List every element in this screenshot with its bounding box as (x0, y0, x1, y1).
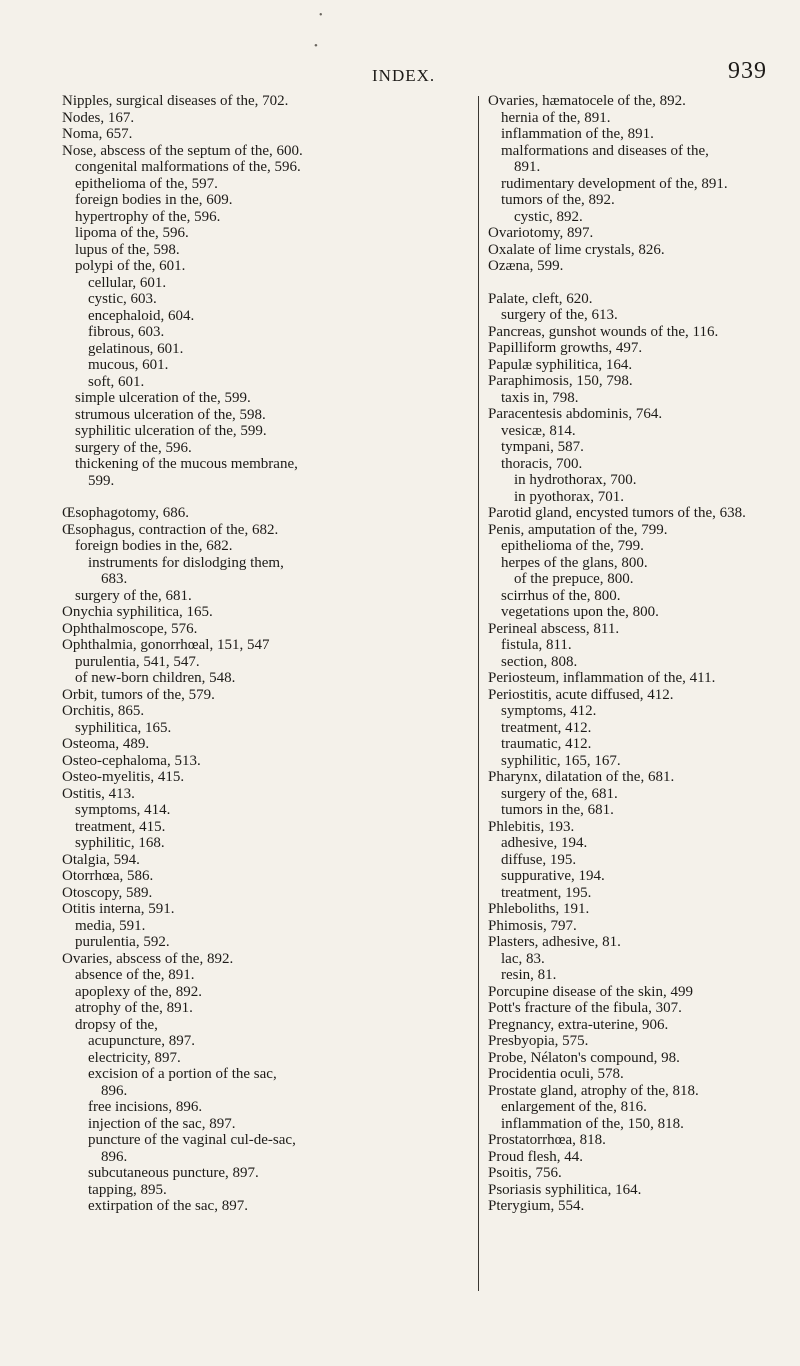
index-subentry: lac, 83. (501, 950, 545, 967)
index-entry: Parotid gland, encysted tumors of the, 638. (488, 505, 746, 521)
index-subentry: enlargement of the, 816. (501, 1099, 647, 1115)
index-subentry: symptoms, 414. (75, 802, 171, 818)
index-subentry: apoplexy of the, 892. (75, 983, 203, 1000)
index-subentry: syphilitica, 165. (75, 719, 172, 736)
index-subentry: dropsy of the, (75, 1016, 158, 1033)
index-column-left (62, 93, 467, 1215)
index-subentry: thoracis, 700. (501, 455, 583, 472)
index-entry: Presbyopia, 575. (488, 1033, 589, 1049)
index-subentry: tumors in the, 681. (501, 802, 614, 818)
index-subentry: inflammation of the, 150, 818. (501, 1115, 684, 1132)
index-subentry: absence of the, 891. (75, 967, 195, 983)
index-subentry: lipoma of the, 596. (75, 225, 189, 241)
index-entry: Phlebitis, 193. (488, 818, 575, 835)
index-subentry: surgery of the, 596. (75, 439, 192, 456)
index-subentry: 683. (101, 571, 128, 587)
index-subentry: injection of the sac, 897. (88, 1115, 236, 1132)
index-subentry: tumors of the, 892. (501, 192, 615, 208)
index-entry: Periostitis, acute diffused, 412. (488, 686, 674, 703)
print-mark: • (319, 10, 323, 21)
index-entry: Osteoma, 489. (62, 736, 150, 752)
index-subentry: treatment, 415. (75, 818, 166, 835)
index-subentry: of the prepuce, 800. (514, 571, 634, 587)
index-subentry: congenital malformations of the, 596. (75, 159, 301, 175)
index-entry: Papulæ syphilitica, 164. (488, 356, 633, 373)
index-entry: Ovaries, abscess of the, 892. (62, 950, 234, 967)
index-subentry: diffuse, 195. (501, 851, 577, 868)
index-subentry: hernia of the, 891. (501, 109, 611, 126)
index-subentry: epithelioma of the, 799. (501, 538, 644, 554)
index-entry: Nipples, surgical diseases of the, 702. (62, 93, 289, 109)
index-subentry: inflammation of the, 891. (501, 126, 654, 142)
index-entry: Psoriasis syphilitica, 164. (488, 1181, 642, 1198)
index-subentry: surgery of the, 613. (501, 307, 618, 323)
index-subentry: fistula, 811. (501, 637, 572, 653)
index-entry: Penis, amputation of the, 799. (488, 521, 668, 538)
index-subentry: herpes of the glans, 800. (501, 554, 648, 571)
index-subentry: cystic, 603. (88, 291, 157, 307)
index-subentry: vegetations upon the, 800. (501, 604, 659, 620)
index-subentry: treatment, 412. (501, 719, 592, 736)
index-subentry: malformations and diseases of the, (501, 142, 709, 159)
index-subentry: acupuncture, 897. (88, 1033, 196, 1049)
index-subentry: free incisions, 896. (88, 1099, 203, 1115)
index-subentry: syphilitic, 165, 167. (501, 752, 621, 769)
index-subentry: in hydrothorax, 700. (514, 472, 637, 488)
index-subentry: 891. (514, 159, 541, 175)
index-subentry: suppurative, 194. (501, 868, 605, 884)
index-subentry: resin, 81. (501, 967, 557, 983)
index-subentry: purulentia, 592. (75, 934, 170, 950)
index-entry: Porcupine disease of the skin, 499 (488, 983, 693, 1000)
index-entry: Noma, 657. (62, 126, 133, 142)
index-entry: Pancreas, gunshot wounds of the, 116. (488, 323, 719, 340)
column-divider (478, 96, 479, 1291)
index-entry: Ophthalmia, gonorrhœal, 151, 547 (62, 637, 270, 653)
index-entry: Pott's fracture of the fibula, 307. (488, 1000, 682, 1016)
print-dot: • (314, 40, 318, 52)
index-subentry: scirrhus of the, 800. (501, 587, 621, 604)
index-entry: Palate, cleft, 620. (488, 290, 593, 307)
index-subentry: electricity, 897. (88, 1049, 181, 1066)
index-subentry: encephaloid, 604. (88, 307, 195, 324)
index-subentry: symptoms, 412. (501, 703, 597, 719)
index-subentry: section, 808. (501, 653, 578, 670)
index-subentry: 896. (101, 1082, 128, 1099)
index-subentry: of new-born children, 548. (75, 670, 236, 686)
index-subentry: excision of a portion of the sac, (88, 1066, 277, 1082)
index-subentry: traumatic, 412. (501, 736, 592, 752)
section-gap (488, 275, 794, 291)
index-subentry: 896. (101, 1148, 128, 1165)
index-entry: Ophthalmoscope, 576. (62, 620, 198, 637)
index-entry: Psoitis, 756. (488, 1165, 562, 1181)
index-entry: Perineal abscess, 811. (488, 620, 620, 637)
index-subentry: cellular, 601. (88, 274, 167, 291)
index-entry: Ovaries, hæmatocele of the, 892. (488, 93, 686, 109)
index-subentry: gelatinous, 601. (88, 340, 184, 357)
page-number: 939 (728, 58, 767, 84)
index-subentry: vesicæ, 814. (501, 422, 576, 439)
index-entry: Osteo-cephaloma, 513. (62, 752, 201, 769)
index-subentry: surgery of the, 681. (75, 587, 192, 604)
index-entry: Prostatorrhœa, 818. (488, 1132, 606, 1148)
index-subentry: surgery of the, 681. (501, 785, 618, 802)
index-subentry: taxis in, 798. (501, 389, 579, 406)
index-subentry: syphilitic, 168. (75, 835, 165, 851)
index-entry: Proud flesh, 44. (488, 1148, 583, 1165)
index-subentry: purulentia, 541, 547. (75, 653, 200, 670)
index-subentry: tapping, 895. (88, 1181, 167, 1198)
index-entry: Œsophagotomy, 686. (62, 505, 189, 521)
index-subentry: instruments for dislodging them, (88, 554, 284, 571)
index-subentry: tympani, 587. (501, 439, 584, 455)
index-entry: Pterygium, 554. (488, 1198, 585, 1214)
index-entry: Paraphimosis, 150, 798. (488, 373, 633, 389)
index-entry: Papilliform growths, 497. (488, 340, 643, 356)
index-entry: Pharynx, dilatation of the, 681. (488, 769, 675, 785)
index-subentry: soft, 601. (88, 373, 145, 390)
index-entry: Ostitis, 413. (62, 785, 135, 802)
section-gap (62, 489, 467, 505)
index-subentry: lupus of the, 598. (75, 241, 180, 258)
index-subentry: media, 591. (75, 917, 146, 934)
index-entry: Plasters, adhesive, 81. (488, 934, 621, 950)
index-subentry: rudimentary development of the, 891. (501, 175, 728, 192)
index-entry: Nodes, 167. (62, 109, 135, 126)
index-entry: Otorrhœa, 586. (62, 868, 154, 884)
index-entry: Onychia syphilitica, 165. (62, 604, 213, 620)
index-subentry: simple ulceration of the, 599. (75, 390, 251, 406)
index-entry: Prostate gland, atrophy of the, 818. (488, 1082, 699, 1099)
index-entry: Paracentesis abdominis, 764. (488, 406, 663, 422)
index-entry: Otitis interna, 591. (62, 901, 175, 917)
index-subentry: subcutaneous puncture, 897. (88, 1165, 259, 1181)
index-subentry: extirpation of the sac, 897. (88, 1198, 248, 1214)
index-entry: Phleboliths, 191. (488, 901, 590, 917)
index-subentry: hypertrophy of the, 596. (75, 208, 221, 225)
index-entry: Œsophagus, contraction of the, 682. (62, 521, 279, 538)
index-entry: Probe, Nélaton's compound, 98. (488, 1049, 680, 1066)
index-entry: Procidentia oculi, 578. (488, 1066, 624, 1082)
index-entry: Orchitis, 865. (62, 703, 145, 719)
index-entry: Pregnancy, extra-uterine, 906. (488, 1016, 669, 1033)
index-subentry: polypi of the, 601. (75, 258, 186, 274)
running-header: INDEX. (372, 66, 436, 85)
index-entry: Phimosis, 797. (488, 917, 577, 934)
index-subentry: strumous ulceration of the, 598. (75, 406, 266, 423)
index-entry: Nose, abscess of the septum of the, 600. (62, 142, 303, 159)
index-subentry: atrophy of the, 891. (75, 1000, 193, 1016)
index-subentry: adhesive, 194. (501, 835, 588, 851)
index-entry: Oxalate of lime crystals, 826. (488, 241, 665, 258)
index-entry: Ovariotomy, 897. (488, 225, 594, 241)
index-subentry: foreign bodies in the, 682. (75, 538, 233, 554)
index-column-right (488, 93, 794, 1215)
index-subentry: thickening of the mucous membrane, (75, 456, 298, 472)
index-subentry: 599. (88, 472, 115, 489)
index-subentry: cystic, 892. (514, 208, 583, 225)
index-entry: Ozæna, 599. (488, 258, 564, 274)
index-subentry: foreign bodies in the, 609. (75, 192, 233, 208)
index-subentry: puncture of the vaginal cul-de-sac, (88, 1132, 296, 1148)
index-entry: Orbit, tumors of the, 579. (62, 686, 215, 703)
index-subentry: syphilitic ulceration of the, 599. (75, 423, 267, 439)
index-subentry: treatment, 195. (501, 884, 592, 901)
index-entry: Otalgia, 594. (62, 851, 140, 868)
index-subentry: mucous, 601. (88, 357, 169, 373)
index-entry: Otoscopy, 589. (62, 884, 153, 901)
index-entry: Periosteum, inflammation of the, 411. (488, 670, 716, 686)
index-subentry: fibrous, 603. (88, 324, 165, 340)
index-entry: Osteo-myelitis, 415. (62, 769, 185, 785)
index-subentry: epithelioma of the, 597. (75, 175, 218, 192)
index-subentry: in pyothorax, 701. (514, 488, 624, 505)
